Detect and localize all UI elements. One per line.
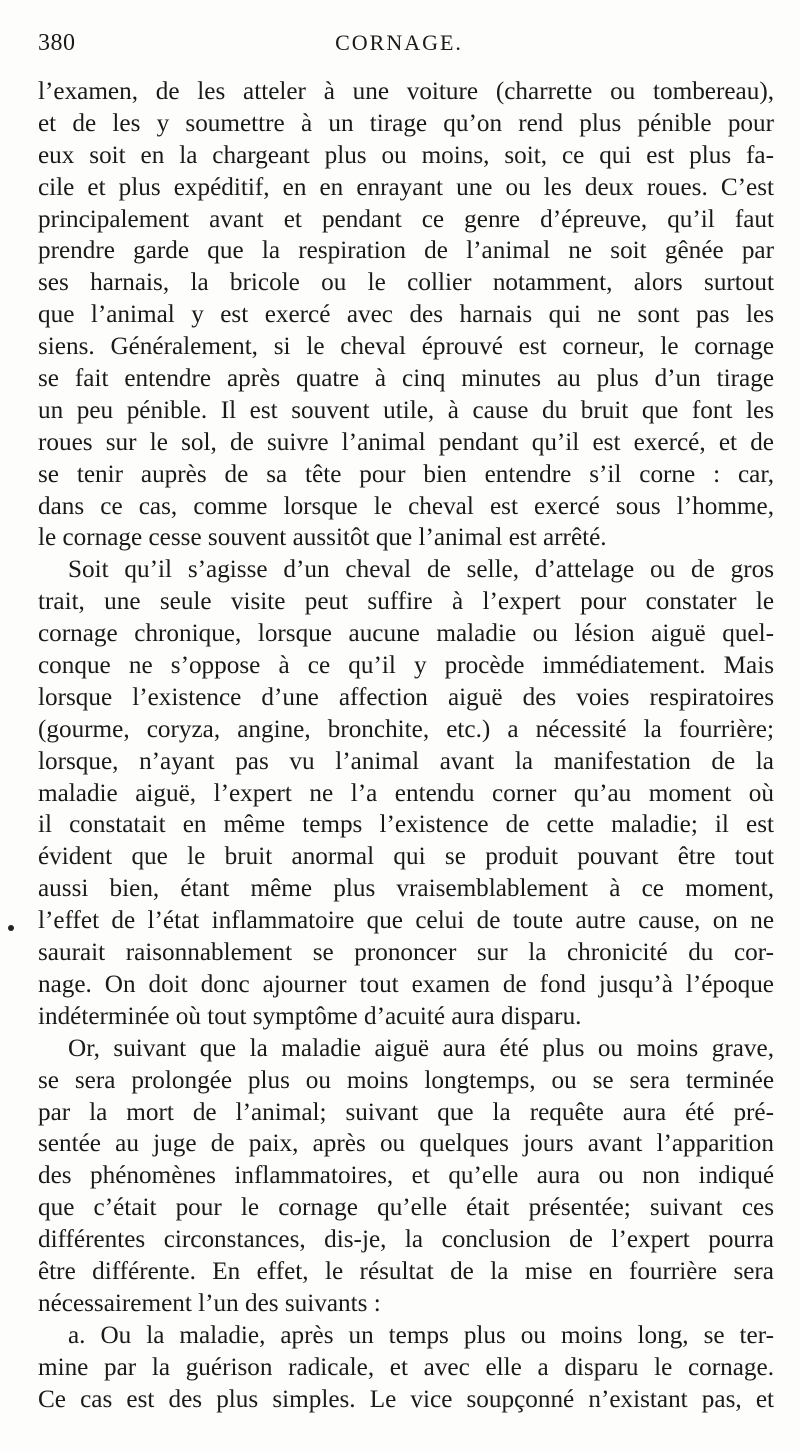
text-line: l’effet de l’état inflammatoire que celui de toute autre cause, on ne xyxy=(38,907,774,935)
text-line: l’examen, de les atteler à une voiture (charrette ou tombereau), xyxy=(38,78,774,105)
text-line: (gourme, coryza, angine, bronchite, etc.) a nécessité la fourrière; xyxy=(38,715,774,743)
body-text xyxy=(38,76,774,1415)
text-line: se sera prolongée plus ou moins longtemps, ou se sera terminée xyxy=(38,1066,774,1094)
text-line: roues sur le sol, de suivre l’animal pendant qu’il est exercé, et de xyxy=(38,428,774,456)
text-line: conque ne s’oppose à ce qu’il y procède immédiatement. Mais xyxy=(38,652,774,680)
text-line: Soit qu’il s’agisse d’un cheval de selle, d’attelage ou de gros xyxy=(68,556,774,584)
text-line: que l’animal y est exercé avec des harnais qui ne sont pas les xyxy=(38,301,774,329)
text-line: il constatait en même temps l’existence de cette maladie; il est xyxy=(38,811,774,839)
text-line: Or, suivant que la maladie aiguë aura été plus ou moins grave, xyxy=(68,1034,774,1062)
text-line: se tenir auprès de sa tête pour bien entendre s’il corne : car, xyxy=(38,460,774,488)
text-line: Ce cas est des plus simples. Le vice soupçonné n’existant pas, et xyxy=(38,1385,774,1413)
text-line: maladie aiguë, l’expert ne l’a entendu corner qu’au moment où xyxy=(38,779,774,807)
text-line: par la mort de l’animal; suivant que la requête aura été pré- xyxy=(38,1098,774,1126)
text-line: indéterminée où tout symptôme d’acuité aura disparu. xyxy=(38,1002,582,1030)
text-line: principalement avant et pendant ce genre d’épreuve, qu’il faut xyxy=(38,205,774,233)
text-line: eux soit en la chargeant plus ou moins, soit, ce qui est plus fa- xyxy=(38,141,774,169)
text-line: saurait raisonnablement se prononcer sur la chronicité du cor- xyxy=(38,939,774,967)
text-line: lorsque, n’ayant pas vu l’animal avant la manifestation de la xyxy=(38,747,774,775)
text-line: sentée au juge de paix, après ou quelques jours avant l’apparition xyxy=(38,1130,774,1158)
text-line: cile et plus expéditif, en en enrayant une ou les deux roues. C’est xyxy=(38,173,774,201)
text-line: et de les y soumettre à un tirage qu’on rend plus pénible pour xyxy=(38,109,774,137)
text-line: prendre garde que la respiration de l’animal ne soit gênée par xyxy=(38,237,774,265)
text-line: nécessairement l’un des suivants : xyxy=(38,1289,381,1317)
running-head: CORNAGE. xyxy=(335,30,463,55)
page-header xyxy=(38,30,760,66)
text-line: que c’était pour le cornage qu’elle était présentée; suivant ces xyxy=(38,1194,774,1222)
text-line: différentes circonstances, dis-je, la conclusion de l’expert pourra xyxy=(38,1226,774,1254)
text-line: un peu pénible. Il est souvent utile, à cause du bruit que font les xyxy=(38,396,774,424)
text-line: trait, une seule visite peut suffire à l’expert pour constater le xyxy=(38,588,774,616)
text-line: des phénomènes inflammatoires, et qu’elle aura ou non indiqué xyxy=(38,1162,774,1190)
text-line: a. Ou la maladie, après un temps plus ou moins long, se ter- xyxy=(68,1321,774,1349)
page-number: 380 xyxy=(38,30,76,56)
text-line: dans ce cas, comme lorsque le cheval est exercé sous l’homme, xyxy=(38,492,774,520)
text-line: être différente. En effet, le résultat de la mise en fourrière sera xyxy=(38,1257,774,1285)
text-line: se fait entendre après quatre à cinq minutes au plus d’un tirage xyxy=(38,365,774,393)
text-line: évident que le bruit anormal qui se produit pouvant être tout xyxy=(38,843,774,871)
text-line: siens. Généralement, si le cheval éprouvé est corneur, le cornage xyxy=(38,333,774,361)
text-line: cornage chronique, lorsque aucune maladie ou lésion aiguë quel- xyxy=(38,620,774,648)
text-line: aussi bien, étant même plus vraisemblablement à ce moment, xyxy=(38,875,774,903)
text-line: mine par la guérison radicale, et avec elle a disparu le cornage. xyxy=(38,1353,774,1381)
text-line: le cornage cesse souvent aussitôt que l’animal est arrêté. xyxy=(38,524,607,552)
margin-mark xyxy=(8,925,14,931)
text-line: ses harnais, la bricole ou le collier notamment, alors surtout xyxy=(38,269,774,297)
text-line: lorsque l’existence d’une affection aiguë des voies respiratoires xyxy=(38,683,774,711)
text-line: nage. On doit donc ajourner tout examen de fond jusqu’à l’époque xyxy=(38,970,774,998)
